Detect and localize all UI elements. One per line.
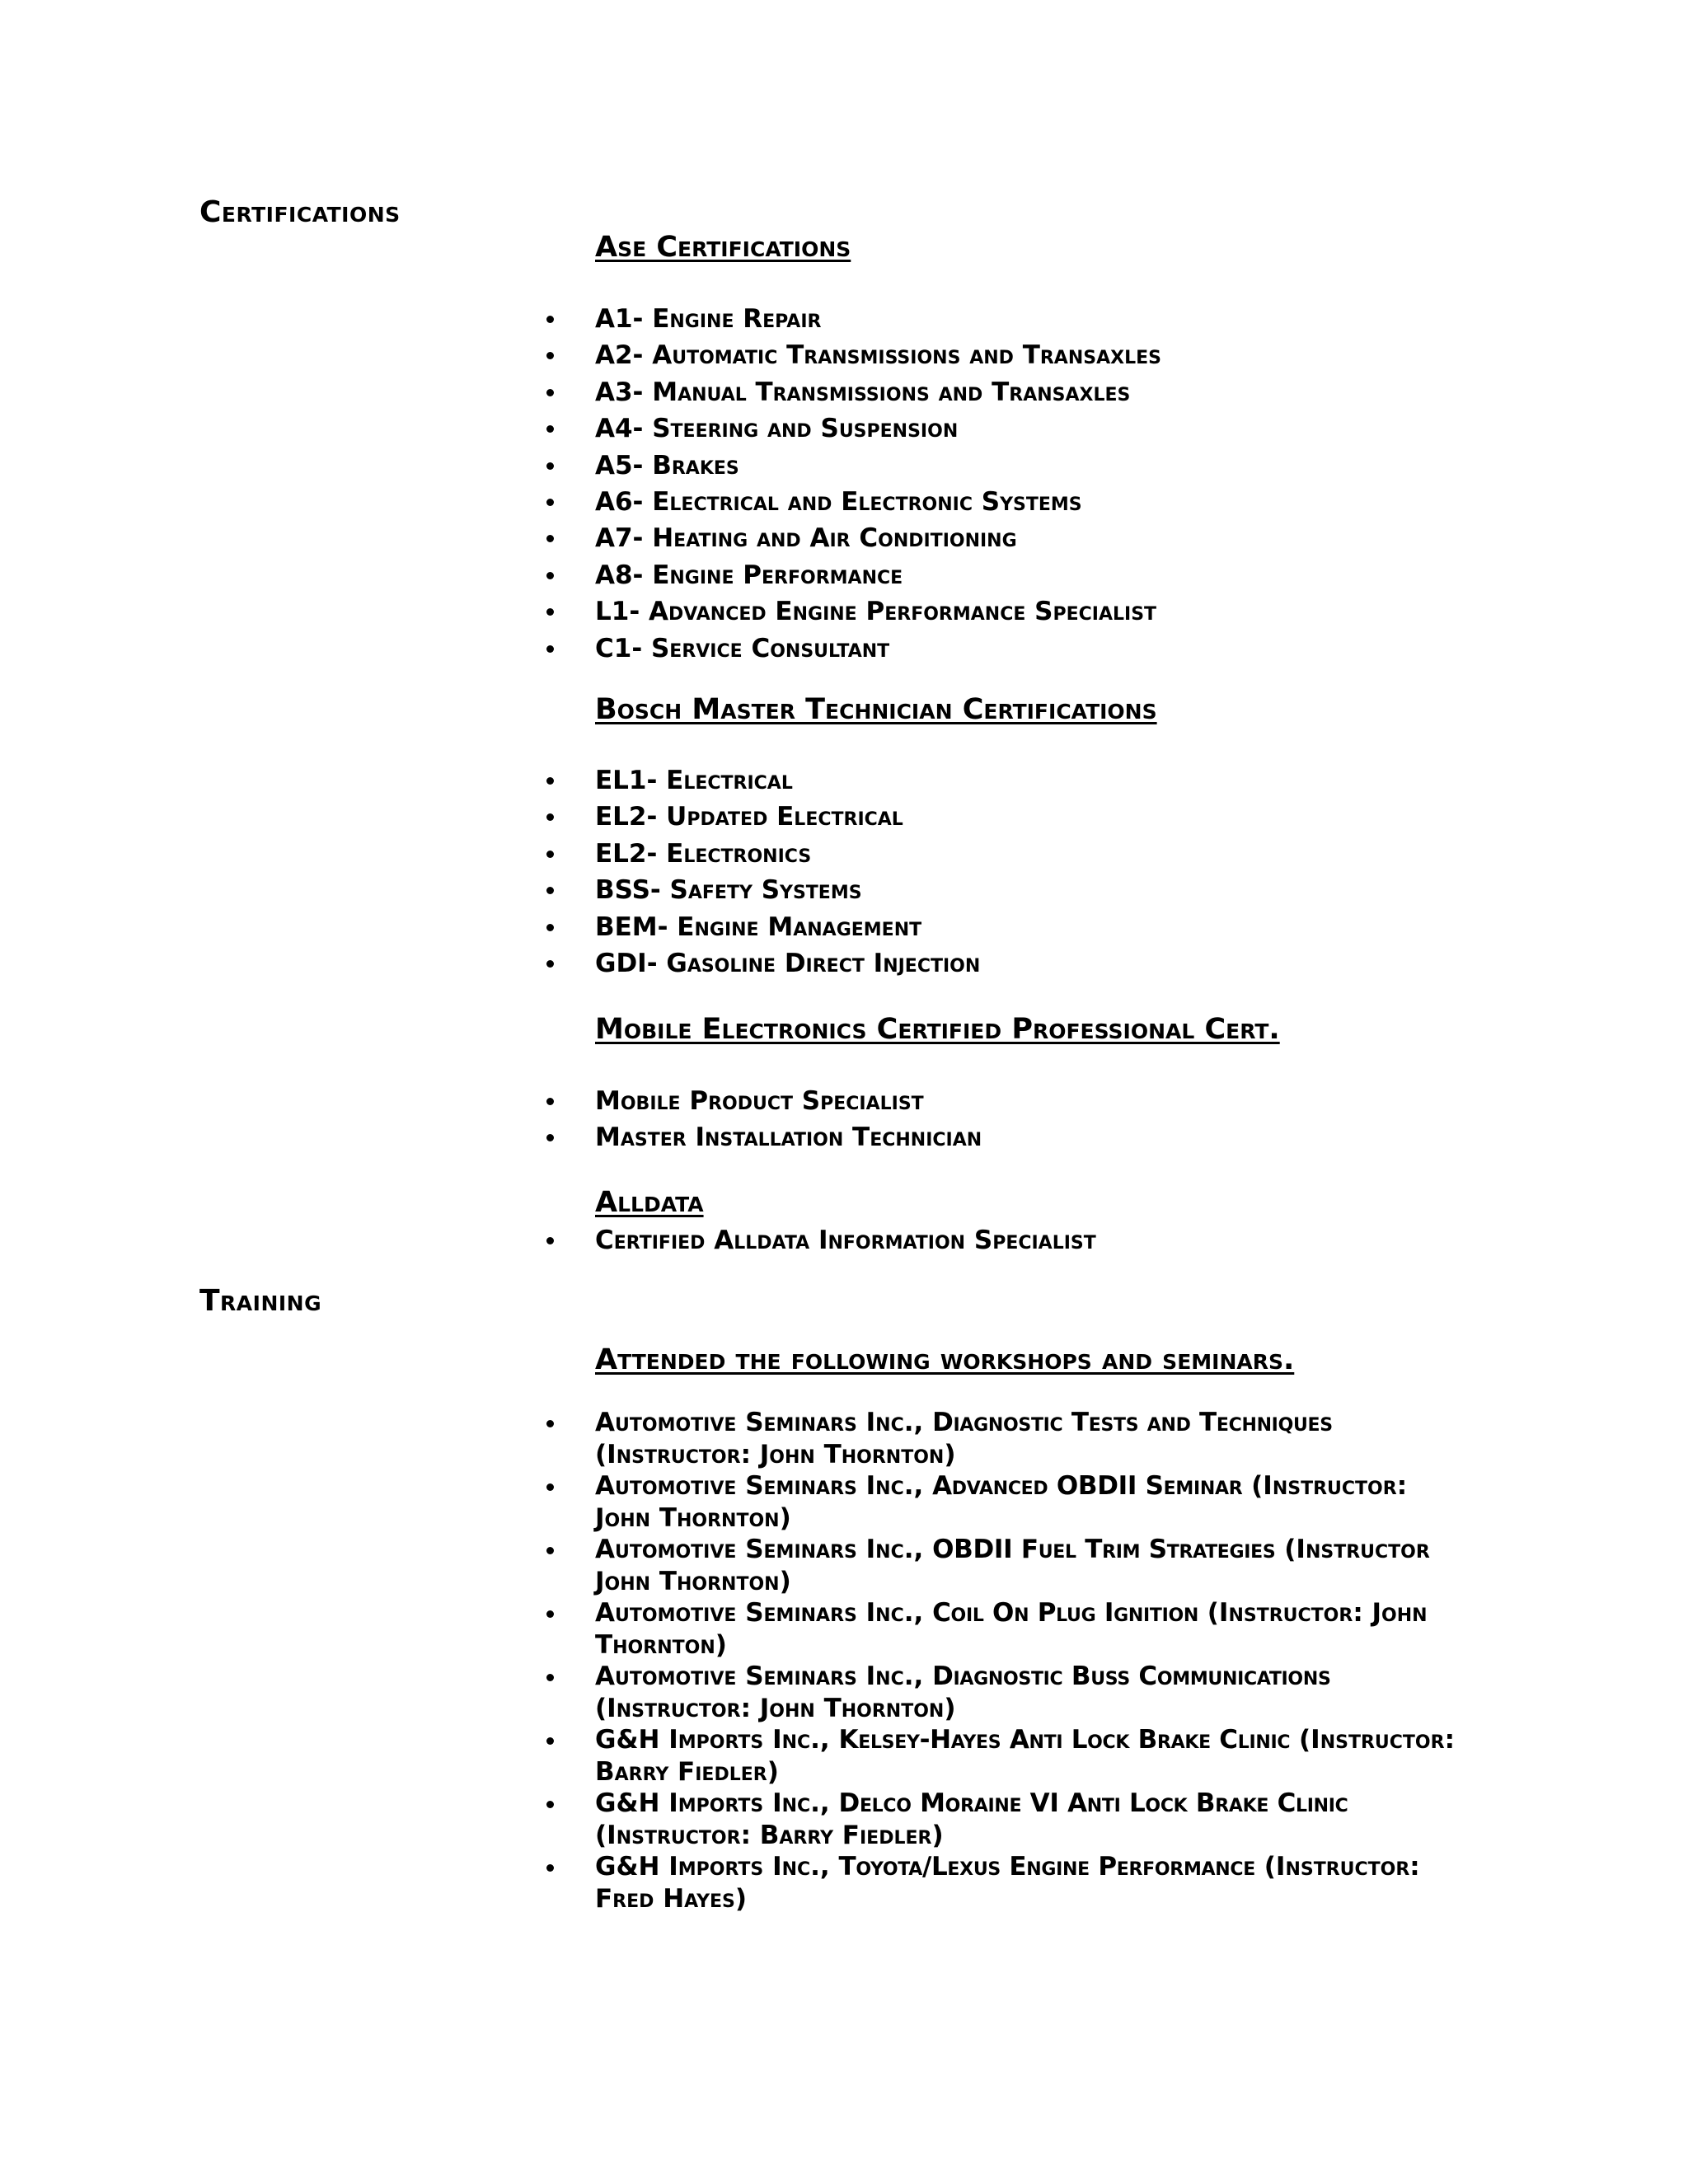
training-course: OBDII Fuel Trim Strategies [932,1535,1276,1564]
training-course: Diagnostic Tests and Techniques [932,1408,1333,1437]
training-title: Training [199,1284,322,1318]
list-item: EL1- Electrical [595,762,1568,799]
training-org: Automotive Seminars Inc., [595,1598,933,1628]
list-item: A5- Brakes [595,448,1568,484]
list-item [595,1851,1469,1915]
training-org: Automotive Seminars Inc., [595,1661,933,1691]
training-instructor: (Instructor: Fred Hayes) [595,1852,1420,1914]
training-instructor: (Instructor: John Thornton) [595,1598,1428,1660]
training-org: G&H Imports Inc., [595,1788,839,1818]
list-item: EL2- Electronics [595,836,1568,872]
training-course: Diagnostic Buss Communications [932,1661,1331,1691]
list-item [595,1724,1469,1788]
list-item: BEM- Engine Management [595,909,1568,945]
list-item [595,1534,1469,1597]
training-list [595,1407,1469,1915]
training-org: Automotive Seminars Inc., [595,1535,933,1564]
training-instructor: (Instructor: Barry Fiedler) [595,1820,944,1850]
list-item: BSS- Safety Systems [595,872,1568,908]
list-item [595,1788,1469,1851]
alldata-list [595,1222,1568,1258]
list-item: A1- Engine Repair [595,301,1568,337]
list-item: GDI- Gasoline Direct Injection [595,945,1568,982]
training-org: G&H Imports Inc., [595,1725,839,1755]
list-item: A6- Electrical and Electronic Systems [595,484,1568,520]
workshops-heading: Attended the following workshops and seminars. [595,1343,1295,1376]
training-org: Automotive Seminars Inc., [595,1471,933,1501]
list-item: Master Installation Technician [595,1119,1568,1155]
training-course: Coil On Plug Ignition [932,1598,1198,1628]
list-item [595,1470,1469,1534]
ase-certifications-list [595,301,1568,667]
list-item: A2- Automatic Transmissions and Transaxles [595,337,1568,373]
list-item: A8- Engine Performance [595,557,1568,593]
mecp-certifications-heading: Mobile Electronics Certified Professional Cert. [595,1013,1280,1046]
alldata-heading: Alldata [595,1186,704,1219]
bosch-certifications-heading: Bosch Master Technician Certifications [595,693,1157,726]
list-item: Certified Alldata Information Specialist [595,1222,1568,1258]
mecp-certifications-list [595,1083,1568,1156]
training-course: Kelsey-Hayes Anti Lock Brake Clinic [838,1725,1291,1755]
training-course: Advanced OBDII Seminar [932,1471,1243,1501]
training-course: Toyota/Lexus Engine Performance [838,1852,1255,1882]
training-instructor: (Instructor: John Thornton) [595,1693,956,1723]
list-item [595,1597,1469,1661]
list-item: EL2- Updated Electrical [595,799,1568,835]
training-instructor: (Instructor: John Thornton) [595,1439,956,1469]
ase-certifications-heading: Ase Certifications [595,231,851,264]
list-item: A7- Heating and Air Conditioning [595,520,1568,556]
training-instructor: (Instructor John Thornton) [595,1535,1430,1596]
list-item: C1- Service Consultant [595,630,1568,667]
training-instructor: (Instructor: Barry Fiedler) [595,1725,1455,1787]
list-item: A3- Manual Transmissions and Transaxles [595,374,1568,410]
list-item: L1- Advanced Engine Performance Specialist [595,593,1568,630]
training-org: G&H Imports Inc., [595,1852,839,1882]
list-item [595,1661,1469,1724]
training-org: Automotive Seminars Inc., [595,1408,933,1437]
list-item: Mobile Product Specialist [595,1083,1568,1119]
certifications-title: Certifications [199,195,401,229]
list-item [595,1407,1469,1470]
bosch-certifications-list [595,762,1568,982]
training-course: Delco Moraine VI Anti Lock Brake Clinic [838,1788,1348,1818]
training-instructor: (Instructor: John Thornton) [595,1471,1408,1533]
list-item: A4- Steering and Suspension [595,410,1568,447]
